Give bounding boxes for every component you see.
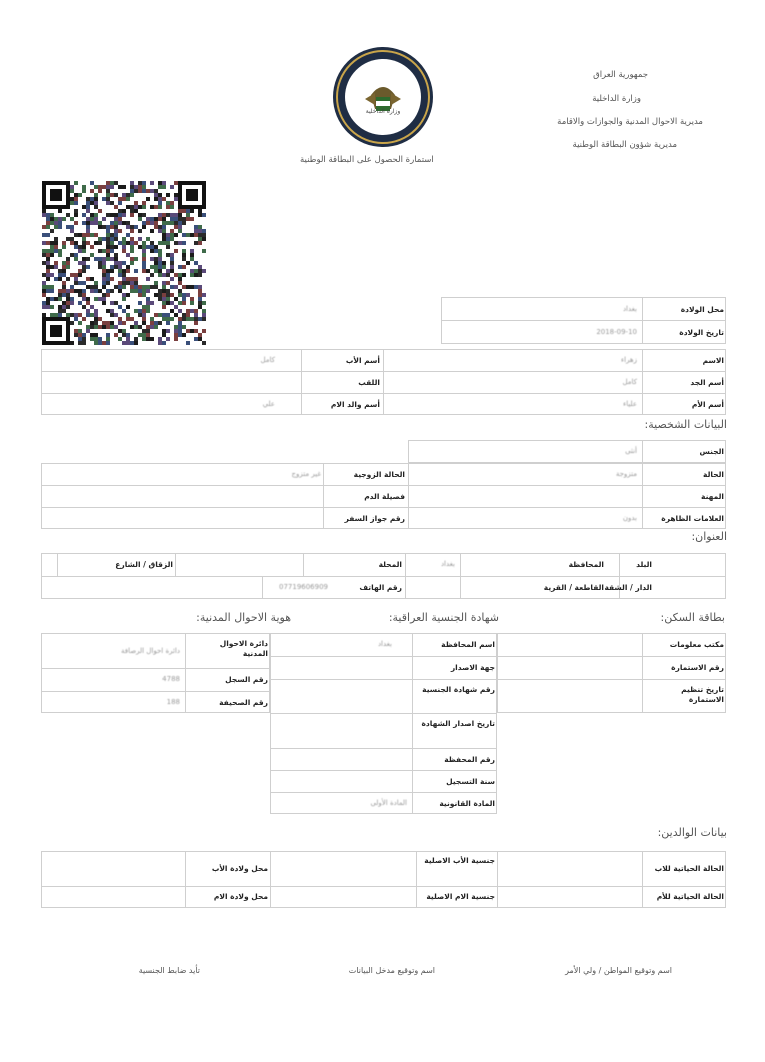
mother-nationality-label: جنسية الام الاصلية <box>426 892 495 901</box>
alley-label: الزقاق / الشارع <box>115 560 173 569</box>
legal-article-label: المادة القانونية <box>439 799 495 808</box>
form-date-label: تاريخ تنظيم الاستمارة <box>681 685 724 704</box>
status-value: متزوجة <box>615 470 637 478</box>
father-name-value: كامل <box>260 356 275 364</box>
mother-birthplace-label: محل ولادة الام <box>213 892 268 901</box>
gender-box <box>408 440 726 463</box>
address-section-title: العنوان: <box>691 530 727 543</box>
name-value: زهراء <box>620 356 637 364</box>
header-line-card-directorate: مديرية شؤون البطاقة الوطنية <box>572 140 677 150</box>
phone-label: رقم الهاتف <box>359 583 402 592</box>
gender-label: الجنس <box>699 447 724 456</box>
mother-father-name-label: أسم والد الام <box>330 400 380 409</box>
birth-place-label: محل الولادة <box>680 305 724 314</box>
name-label: الاسم <box>702 356 724 365</box>
file-number-label: رقم المحفظة <box>444 755 495 764</box>
father-name-label: أسم الأب <box>345 356 380 365</box>
data-entry-signature-label: اسم وتوقيع مدخل البيانات <box>348 966 435 975</box>
gender-value: أنثى <box>625 447 637 455</box>
civil-dept-value: دائرة احوال الرصافة <box>120 647 180 655</box>
visible-marks-value: بدون <box>622 514 637 522</box>
grandfather-name-value: كامل <box>622 378 637 386</box>
mother-father-name-value: علي <box>262 400 275 408</box>
passport-number-label: رقم جواز السفر <box>344 514 405 523</box>
qr-code <box>41 181 208 345</box>
certificate-number-label: رقم شهادة الجنسية <box>422 685 495 694</box>
civil-dept-label: دائرة الاحوال المدنية <box>219 639 268 658</box>
father-birthplace-label: محل ولادة الأب <box>211 864 268 873</box>
form-number-label: رقم الاستمارة <box>671 663 724 672</box>
mother-name-value: علياء <box>622 400 637 408</box>
status-label: الحالة <box>703 470 724 479</box>
page-number-label: رقم الصحيفة <box>219 698 268 707</box>
info-office-label: مكتب معلومات <box>669 640 724 649</box>
ministry-seal <box>331 45 435 149</box>
officer-approval-label: تأيد ضابط الجنسية <box>138 966 200 975</box>
subdistrict-label: القاطعة / القرية <box>543 583 604 592</box>
profession-label: المهنة <box>701 492 724 501</box>
province-label: المحافظة <box>568 560 604 569</box>
parents-section-title: بيانات الوالدين: <box>657 826 727 839</box>
personal-section-title: البيانات الشخصية: <box>644 418 727 431</box>
registration-year-label: سنة التسجيل <box>446 777 495 786</box>
province-name-label: اسم المحافظة <box>441 640 495 649</box>
header-line-ministry: وزارة الداخلية <box>592 94 641 104</box>
mother-life-status-label: الحالة الحياتية للأم <box>656 892 724 901</box>
father-nationality-label: جنسية الأب الاصلية <box>424 856 495 865</box>
seal-caption: وزارة الداخلية <box>365 108 401 115</box>
country-label: البلد <box>636 560 652 569</box>
civil-id-section-title: هوية الاحوال المدنية: <box>196 611 291 624</box>
issue-date-label: تاريخ اصدار الشهادة <box>421 719 495 728</box>
record-number-value: 4788 <box>162 675 180 683</box>
province-name-value: بغداد <box>377 640 392 648</box>
citizen-signature-label: اسم وتوقيع المواطن / ولي الأمر <box>565 966 672 975</box>
nationality-section-title: شهادة الجنسية العراقية: <box>388 611 499 624</box>
page-number-value: 188 <box>166 698 180 706</box>
father-life-status-label: الحالة الحياتية للاب <box>654 864 724 873</box>
district-label: المحلة <box>378 560 402 569</box>
blood-type-label: فصيلة الدم <box>364 492 405 501</box>
phone-value: 07719606909 <box>279 583 328 591</box>
grandfather-name-label: أسم الجد <box>690 378 724 387</box>
issuer-label: جهة الاصدار <box>450 663 495 672</box>
marital-status-label: الحالة الزوجية <box>353 470 405 479</box>
province-value: بغداد <box>440 560 455 568</box>
visible-marks-label: العلامات الظاهرة <box>661 514 724 523</box>
parents-box <box>41 851 726 908</box>
birth-date-label: تاريخ الولادة <box>679 328 724 337</box>
header-line-republic: جمهورية العراق <box>593 70 648 80</box>
mother-name-label: أسم الأم <box>691 400 724 409</box>
birth-place-value: بغداد <box>622 305 637 313</box>
header-line-directorate: مديرية الاحوال المدنية والجوازات والاقامة <box>557 117 703 127</box>
legal-article-value: المادة الأولى <box>370 799 407 807</box>
birth-date-value: 2018-09-10 <box>596 328 637 336</box>
form-title: استمارة الحصول على البطاقة الوطنية <box>300 155 434 165</box>
marital-status-value: غير متزوج <box>291 470 321 478</box>
residence-section-title: بطاقة السكن: <box>660 611 725 624</box>
house-label: الدار / الشقة <box>604 583 652 592</box>
surname-label: اللقب <box>358 378 380 387</box>
record-number-label: رقم السجل <box>225 675 268 684</box>
